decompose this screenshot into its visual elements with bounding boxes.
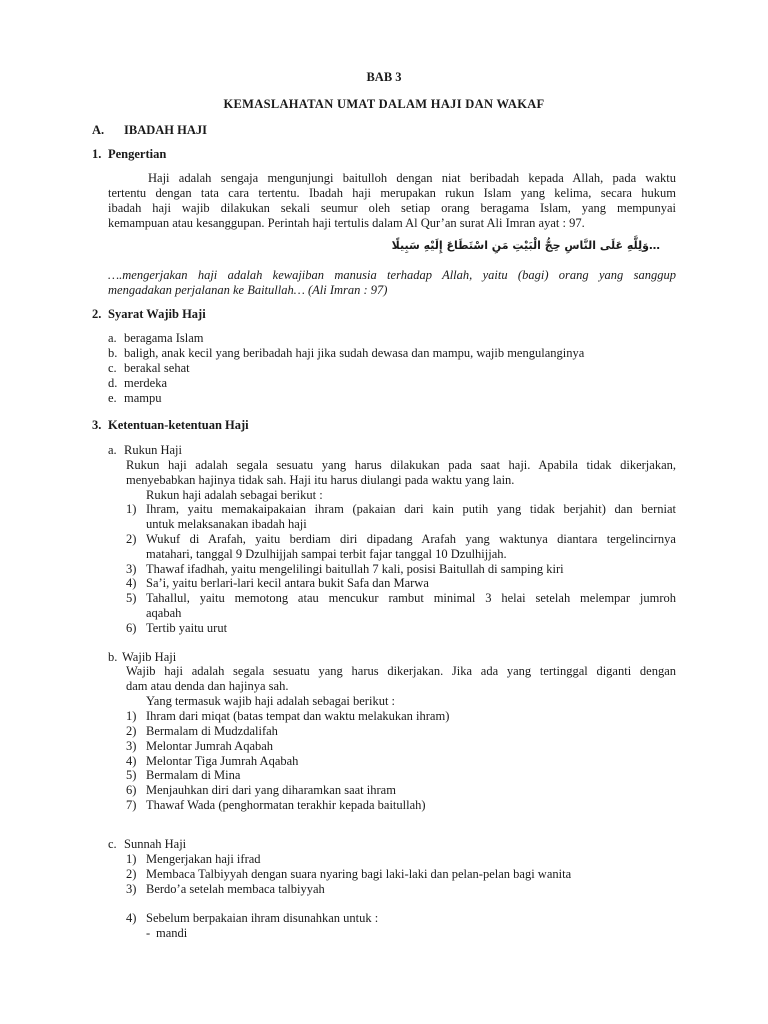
s3b-item-number: 3) bbox=[126, 739, 137, 753]
s3b-marker: b. bbox=[108, 650, 118, 664]
s3a-item-number: 4) bbox=[126, 576, 137, 590]
s2-item-text: berakal sehat bbox=[124, 361, 190, 375]
s3b-item-text: Ihram dari miqat (batas tempat dan waktu melakukan ihram) bbox=[146, 709, 450, 723]
s3-title: Ketentuan-ketentuan Haji bbox=[108, 418, 249, 432]
s3a-marker: a. bbox=[108, 443, 117, 457]
s1-paragraph-line-2: tertentu dengan tata cara tertentu. Ibadah haji merupakan rukun Islam yang kelima, secara hukum bbox=[108, 186, 676, 200]
s3b-item-number: 5) bbox=[126, 768, 137, 782]
s3b-desc-line-1: Wajib haji adalah segala sesuatu yang harus dikerjakan. Jika ada yang tertinggal diganti dengan bbox=[126, 664, 676, 678]
s3b-item-number: 4) bbox=[126, 754, 137, 768]
s3a-item-text: Tahallul, yaitu memotong atau mencukur rambut minimal 3 helai setelah melempar jumroh bbox=[146, 591, 676, 605]
s3b-item-number: 7) bbox=[126, 798, 137, 812]
chapter-label: BAB 3 bbox=[366, 70, 402, 84]
s2-title: Syarat Wajib Haji bbox=[108, 307, 206, 321]
s2-item-marker: e. bbox=[108, 391, 117, 405]
s3c-subitem-marker: - bbox=[146, 926, 151, 940]
chapter-title: KEMASLAHATAN UMAT DALAM HAJI DAN WAKAF bbox=[223, 97, 545, 111]
s3a-item-text: Thawaf ifadhah, yaitu mengelilingi baitullah 7 kali, posisi Baitullah di samping kiri bbox=[146, 562, 564, 576]
s3b-item-number: 6) bbox=[126, 783, 137, 797]
s2-item-marker: a. bbox=[108, 331, 117, 345]
s3a-item-number: 5) bbox=[126, 591, 137, 605]
s1-paragraph-line-1: Haji adalah sengaja mengunjungi baitulloh dengan niat beribadah kepada Allah, pada waktu bbox=[148, 171, 676, 185]
s3a-item-text-cont: aqabah bbox=[146, 606, 182, 620]
s3c-item-number: 4) bbox=[126, 911, 137, 925]
s2-number: 2. bbox=[92, 307, 102, 321]
s2-item-text: merdeka bbox=[124, 376, 168, 390]
s3a-item-number: 2) bbox=[126, 532, 137, 546]
s3a-title: Rukun Haji bbox=[124, 443, 182, 457]
s3a-item-text-cont: matahari, tanggal 9 Dzulhijjah sampai terbit fajar tanggal 10 Dzulhijjah. bbox=[146, 547, 507, 561]
s3a-desc-line-3: Rukun haji adalah sebagai berikut : bbox=[146, 488, 323, 502]
s2-item-marker: c. bbox=[108, 361, 117, 375]
s3a-item-text: Sa’i, yaitu berlari-lari kecil antara bukit Safa dan Marwa bbox=[146, 576, 429, 590]
s3c-marker: c. bbox=[108, 837, 117, 851]
section-a-title: IBADAH HAJI bbox=[124, 123, 207, 137]
s3b-item-text: Thawaf Wada (penghormatan terakhir kepada baitullah) bbox=[146, 798, 426, 812]
s1-paragraph-line-4: kemampuan atau kesanggupan. Perintah haji tertulis dalam Al Qur’an surat Ali Imran ayat : 97. bbox=[108, 216, 585, 230]
s3c-item-number: 3) bbox=[126, 882, 137, 896]
s3c-subitem-text: mandi bbox=[156, 926, 188, 940]
s3a-item-text: Tertib yaitu urut bbox=[146, 621, 228, 635]
s3-number: 3. bbox=[92, 418, 102, 432]
s3b-item-text: Menjauhkan diri dari yang diharamkan saat ihram bbox=[146, 783, 396, 797]
s3b-item-text: Melontar Tiga Jumrah Aqabah bbox=[146, 754, 299, 768]
s1-number: 1. bbox=[92, 147, 102, 161]
verse-translation-line-1: ….mengerjakan haji adalah kewajiban manusia terhadap Allah, yaitu (bagi) orang yang sanggup bbox=[108, 268, 676, 282]
quran-verse: …وَلِلَّهِ عَلَى النَّاسِ حِجُّ الْبَيْتِ مَنِ اسْتَطَاعَ إِلَيْهِ سَبِيلًا bbox=[391, 239, 660, 252]
s3c-item-text: Membaca Talbiyyah dengan suara nyaring bagi laki-laki dan pelan-pelan bagi wanita bbox=[146, 867, 572, 881]
section-a-label: A. bbox=[92, 123, 105, 137]
s3a-item-text-cont: untuk melaksanakan ibadah haji bbox=[146, 517, 307, 531]
s3a-item-text: Ihram, yaitu memakaipakaian ihram (pakaian dari kain putih yang tidak berjahit) dan berniat bbox=[146, 502, 676, 516]
s3c-item-text: Mengerjakan haji ifrad bbox=[146, 852, 261, 866]
s3a-desc-line-1: Rukun haji adalah segala sesuatu yang harus dilakukan pada saat haji. Apabila tidak dikerjakan, bbox=[126, 458, 676, 472]
s2-item-marker: b. bbox=[108, 346, 118, 360]
s3b-desc-line-3: Yang termasuk wajib haji adalah sebagai berikut : bbox=[146, 694, 396, 708]
s3b-item-text: Bermalam di Mudzdalifah bbox=[146, 724, 278, 738]
s1-title: Pengertian bbox=[108, 147, 167, 161]
s3c-title: Sunnah Haji bbox=[124, 837, 187, 851]
s3a-item-number: 1) bbox=[126, 502, 137, 516]
s3b-item-number: 1) bbox=[126, 709, 137, 723]
s3c-item-text: Berdo’a setelah membaca talbiyyah bbox=[146, 882, 325, 896]
s3c-item-number: 1) bbox=[126, 852, 137, 866]
s3b-item-text: Bermalam di Mina bbox=[146, 768, 241, 782]
s2-item-text: mampu bbox=[124, 391, 162, 405]
s3a-item-text: Wukuf di Arafah, yaitu berdiam diri dipadang Arafah yang waktunya diantara tergelincirnya bbox=[146, 532, 676, 546]
s3a-item-number: 3) bbox=[126, 562, 137, 576]
s2-item-text: baligh, anak kecil yang beribadah haji jika sudah dewasa dan mampu, wajib mengulanginya bbox=[124, 346, 585, 360]
s3c-item-text: Sebelum berpakaian ihram disunahkan untuk : bbox=[146, 911, 379, 925]
verse-translation-line-2: mengadakan perjalanan ke Baitullah… (Ali Imran : 97) bbox=[108, 283, 388, 297]
s3b-item-number: 2) bbox=[126, 724, 137, 738]
s3c-item-number: 2) bbox=[126, 867, 137, 881]
s3b-title: Wajib Haji bbox=[122, 650, 177, 664]
s3b-desc-line-2: dam atau denda dan hajinya sah. bbox=[126, 679, 289, 693]
s2-item-text: beragama Islam bbox=[124, 331, 204, 345]
s3a-item-number: 6) bbox=[126, 621, 137, 635]
s1-paragraph-line-3: ibadah haji wajib dilakukan sekali seumur oleh setiap orang beragama Islam, yang mempunyai bbox=[108, 201, 676, 215]
s3b-item-text: Melontar Jumrah Aqabah bbox=[146, 739, 274, 753]
s2-item-marker: d. bbox=[108, 376, 118, 390]
s3a-desc-line-2: menyebabkan hajinya tidak sah. Haji itu harus diulangi pada waktu yang lain. bbox=[126, 473, 515, 487]
